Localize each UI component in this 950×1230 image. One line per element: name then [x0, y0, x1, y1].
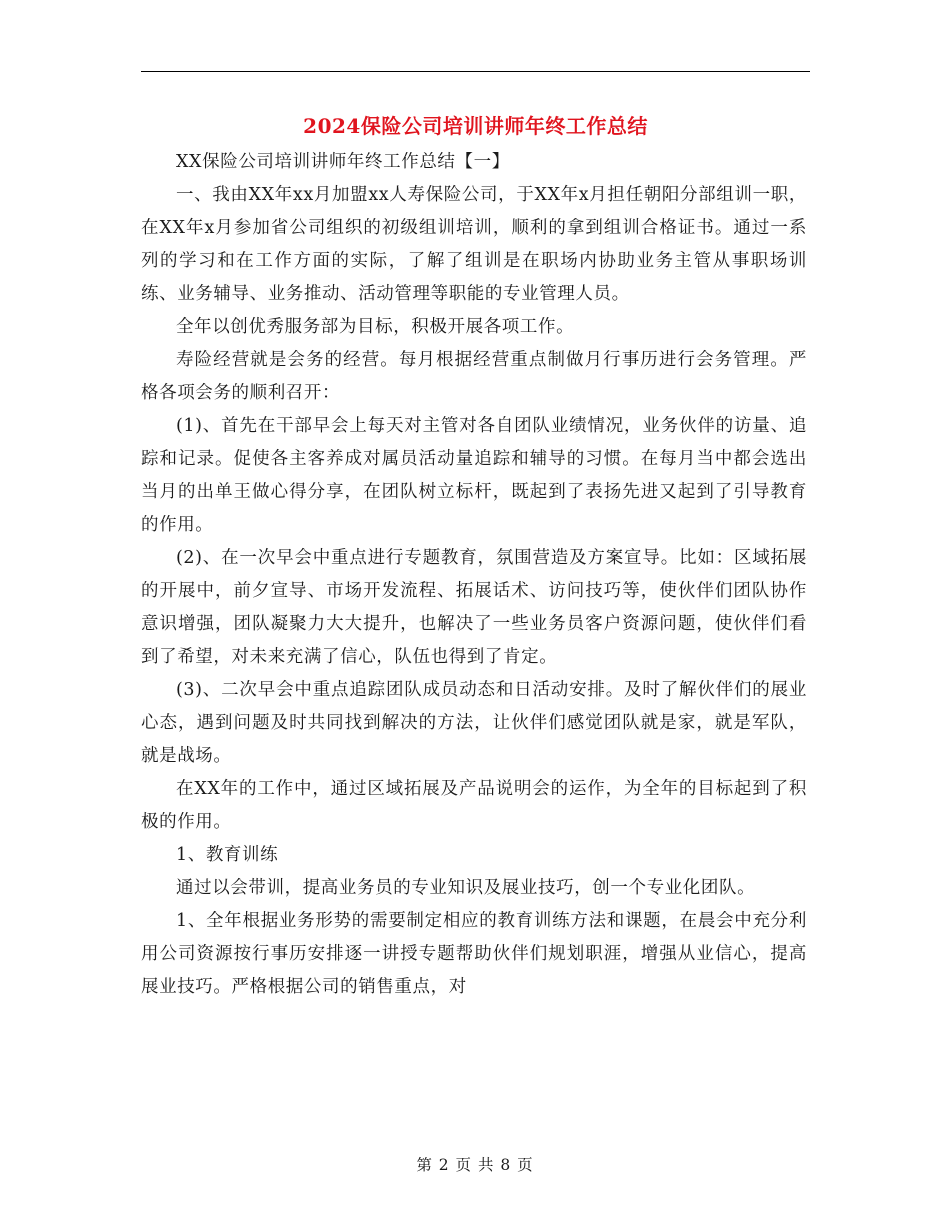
document-title: 2024保险公司培训讲师年终工作总结: [303, 114, 648, 138]
body-paragraph: 通过以会带训，提高业务员的专业知识及展业技巧，创一个专业化团队。: [176, 878, 756, 898]
subsection-heading: 1、教育训练: [176, 845, 279, 865]
body-paragraph: 一、我由XX年xx月加盟xx人寿保险公司，于XX年x月担任朝阳分部组训一职，在XX年x月参加省公司组织的初级组训培训，顺利的拿到组训合格证书。通过一系列的学习和在工作方面的实际，了解了组训是在职场内协助业务主管从事职场训练、业务辅导、业务推动、活动管理等职能的专业管理人员。: [141, 185, 807, 304]
section-heading: XX保险公司培训讲师年终工作总结【一】: [176, 152, 510, 172]
body-paragraph: (3)、二次早会中重点追踪团队成员动态和日活动安排。及时了解伙伴们的展业心态，遇到问题及时共同找到解决的方法，让伙伴们感觉团队就是家，就是军队，就是战场。: [141, 680, 807, 766]
body-paragraph: 寿险经营就是会务的经营。每月根据经营重点制做月行事历进行会务管理。严格各项会务的顺利召开：: [141, 350, 807, 403]
document-body: [141, 146, 807, 1004]
body-paragraph: (2)、在一次早会中重点进行专题教育，氛围营造及方案宣导。比如：区域拓展的开展中，前夕宣导、市场开发流程、拓展话术、访问技巧等，使伙伴们团队协作意识增强，团队凝聚力大大提升，也解决了一些业务员客户资源问题，使伙伴们看到了希望，对未来充满了信心，队伍也得到了肯定。: [141, 548, 807, 667]
header-rule: [141, 71, 810, 72]
body-paragraph: (1)、首先在干部早会上每天对主管对各自团队业绩情况，业务伙伴的访量、追踪和记录。促使各主客养成对属员活动量追踪和辅导的习惯。在每月当中都会选出当月的出单王做心得分享，在团队树立标杆，既起到了表扬先进又起到了引导教育的作用。: [141, 416, 807, 535]
body-paragraph: 全年以创优秀服务部为目标，积极开展各项工作。: [176, 317, 575, 337]
body-paragraph: 在XX年的工作中，通过区域拓展及产品说明会的运作，为全年的目标起到了积极的作用。: [141, 779, 807, 832]
body-paragraph: 1、全年根据业务形势的需要制定相应的教育训练方法和课题，在晨会中充分利用公司资源按行事历安排逐一讲授专题帮助伙伴们规划职涯，增强从业信心，提高展业技巧。严格根据公司的销售重点，对: [141, 911, 807, 997]
page-number: 第 2 页 共 8 页: [416, 1156, 534, 1174]
